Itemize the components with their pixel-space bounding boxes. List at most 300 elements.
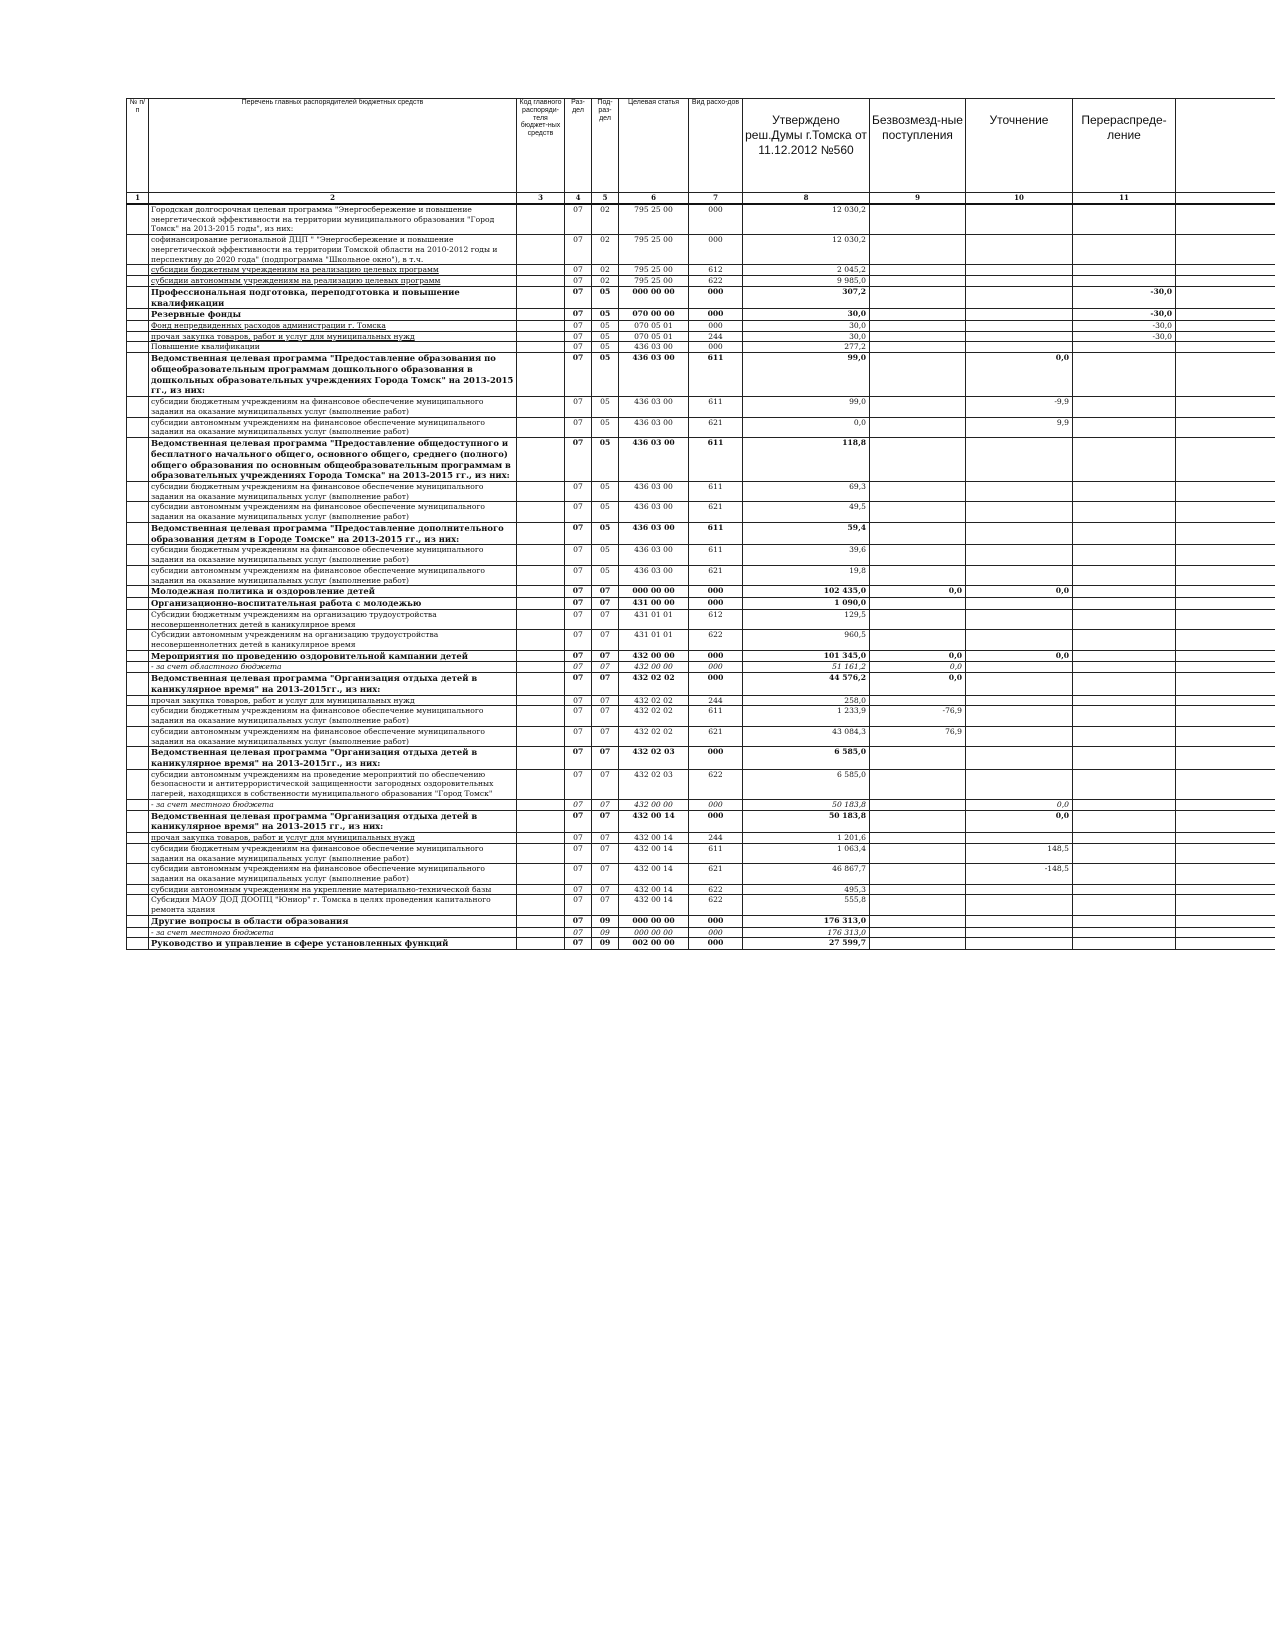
row-podrazdel: 07 — [592, 630, 619, 650]
row-utochnenie — [966, 502, 1073, 522]
row-pereraspredelenie — [1073, 833, 1176, 844]
row-extra — [1176, 915, 1275, 927]
row-bezvozmezdnye — [870, 502, 966, 522]
row-extra — [1176, 417, 1275, 437]
table-row — [127, 586, 1275, 598]
row-number — [127, 331, 149, 342]
row-utverzhdeno: 118,8 — [743, 438, 870, 482]
row-statia: 070 05 01 — [619, 331, 689, 342]
row-name: Субсидии автономным учреждениям на организацию трудоустройства несовершеннолетних детей в каникулярное время — [149, 630, 517, 650]
row-name: субсидии автономным учреждениям на финансовое обеспечение муниципального задания на оказание муниципальных услуг (выполнение работ) — [149, 565, 517, 585]
row-vid: 244 — [689, 833, 743, 844]
row-bezvozmezdnye — [870, 265, 966, 276]
table-row — [127, 598, 1275, 610]
row-name: Ведомственная целевая программа "Организация отдыха детей в каникулярное время" на 2013-2015гг., из них: — [149, 673, 517, 696]
row-kod — [517, 833, 565, 844]
row-kod — [517, 417, 565, 437]
row-extra — [1176, 747, 1275, 770]
row-number — [127, 204, 149, 235]
row-razdel: 07 — [565, 321, 592, 332]
row-razdel: 07 — [565, 235, 592, 265]
row-name: Ведомственная целевая программа "Организация отдыха детей в каникулярное время" на 2013-2015гг., из них: — [149, 747, 517, 770]
row-bezvozmezdnye — [870, 565, 966, 585]
row-statia: 436 03 00 — [619, 545, 689, 565]
row-podrazdel: 07 — [592, 673, 619, 696]
row-utochnenie — [966, 276, 1073, 287]
row-vid: 621 — [689, 417, 743, 437]
row-podrazdel: 07 — [592, 864, 619, 884]
row-extra — [1176, 321, 1275, 332]
table-row — [127, 565, 1275, 585]
row-utverzhdeno: 0,0 — [743, 417, 870, 437]
row-podrazdel: 07 — [592, 695, 619, 706]
row-extra — [1176, 726, 1275, 746]
row-razdel: 07 — [565, 397, 592, 417]
row-statia: 432 02 03 — [619, 747, 689, 770]
row-vid: 000 — [689, 342, 743, 353]
row-utverzhdeno: 6 585,0 — [743, 747, 870, 770]
row-utverzhdeno: 49,5 — [743, 502, 870, 522]
row-name: - за счет местного бюджета — [149, 927, 517, 938]
row-pereraspredelenie — [1073, 397, 1176, 417]
row-razdel: 07 — [565, 630, 592, 650]
row-pereraspredelenie — [1073, 438, 1176, 482]
row-bezvozmezdnye — [870, 747, 966, 770]
row-statia: 436 03 00 — [619, 353, 689, 397]
row-extra — [1176, 353, 1275, 397]
row-statia: 000 00 00 — [619, 915, 689, 927]
row-pereraspredelenie — [1073, 915, 1176, 927]
row-extra — [1176, 586, 1275, 598]
row-podrazdel: 05 — [592, 502, 619, 522]
row-razdel: 07 — [565, 265, 592, 276]
row-utochnenie — [966, 884, 1073, 895]
row-utverzhdeno: 960,5 — [743, 630, 870, 650]
row-razdel: 07 — [565, 706, 592, 726]
row-name: субсидии бюджетным учреждениям на реализацию целевых программ — [149, 265, 517, 276]
row-razdel: 07 — [565, 810, 592, 833]
row-utverzhdeno: 30,0 — [743, 331, 870, 342]
row-extra — [1176, 286, 1275, 309]
row-name: Руководство и управление в сфере установленных функций — [149, 938, 517, 950]
table-row — [127, 833, 1275, 844]
row-kod — [517, 884, 565, 895]
row-pereraspredelenie — [1073, 502, 1176, 522]
row-podrazdel: 07 — [592, 799, 619, 810]
table-row — [127, 895, 1275, 915]
table-row — [127, 522, 1275, 545]
row-bezvozmezdnye — [870, 833, 966, 844]
row-pereraspredelenie — [1073, 747, 1176, 770]
colnum-11: 11 — [1073, 193, 1176, 205]
row-utochnenie — [966, 565, 1073, 585]
row-vid: 244 — [689, 695, 743, 706]
row-bezvozmezdnye — [870, 938, 966, 950]
row-utochnenie: 0,0 — [966, 353, 1073, 397]
table-row — [127, 235, 1275, 265]
row-razdel: 07 — [565, 276, 592, 287]
row-name: Субсидии бюджетным учреждениям на организацию трудоустройства несовершеннолетних детей в каникулярное время — [149, 609, 517, 629]
row-statia: 070 00 00 — [619, 309, 689, 321]
row-extra — [1176, 204, 1275, 235]
row-utverzhdeno: 99,0 — [743, 397, 870, 417]
row-kod — [517, 482, 565, 502]
row-podrazdel: 05 — [592, 309, 619, 321]
row-utverzhdeno: 99,0 — [743, 353, 870, 397]
row-kod — [517, 265, 565, 276]
row-number — [127, 522, 149, 545]
row-bezvozmezdnye — [870, 331, 966, 342]
row-vid: 622 — [689, 276, 743, 287]
row-name: субсидии бюджетным учреждениям на финансовое обеспечение муниципального задания на оказание муниципальных услуг (выполнение работ) — [149, 482, 517, 502]
colnum-6: 6 — [619, 193, 689, 205]
row-bezvozmezdnye — [870, 799, 966, 810]
row-vid: 622 — [689, 895, 743, 915]
row-bezvozmezdnye — [870, 927, 966, 938]
row-razdel: 07 — [565, 833, 592, 844]
row-vid: 244 — [689, 331, 743, 342]
row-razdel: 07 — [565, 662, 592, 673]
row-number — [127, 438, 149, 482]
row-podrazdel: 09 — [592, 927, 619, 938]
row-podrazdel: 05 — [592, 565, 619, 585]
row-kod — [517, 843, 565, 863]
row-number — [127, 545, 149, 565]
row-vid: 000 — [689, 799, 743, 810]
row-statia: 436 03 00 — [619, 397, 689, 417]
row-podrazdel: 05 — [592, 397, 619, 417]
row-statia: 795 25 00 — [619, 204, 689, 235]
table-row — [127, 726, 1275, 746]
row-razdel: 07 — [565, 204, 592, 235]
row-razdel: 07 — [565, 747, 592, 770]
row-podrazdel: 05 — [592, 522, 619, 545]
row-extra — [1176, 331, 1275, 342]
row-number — [127, 864, 149, 884]
row-vid: 622 — [689, 769, 743, 799]
row-number — [127, 309, 149, 321]
row-pereraspredelenie — [1073, 482, 1176, 502]
row-utochnenie — [966, 630, 1073, 650]
row-pereraspredelenie — [1073, 342, 1176, 353]
row-extra — [1176, 927, 1275, 938]
row-pereraspredelenie — [1073, 695, 1176, 706]
row-vid: 000 — [689, 915, 743, 927]
header-utochnenie: Уточнение — [966, 99, 1073, 193]
row-name: Организационно-воспитательная работа с молодежью — [149, 598, 517, 610]
row-podrazdel: 07 — [592, 662, 619, 673]
colnum-5: 5 — [592, 193, 619, 205]
row-kod — [517, 502, 565, 522]
row-extra — [1176, 630, 1275, 650]
row-bezvozmezdnye — [870, 545, 966, 565]
row-extra — [1176, 650, 1275, 662]
row-vid: 621 — [689, 502, 743, 522]
row-statia: 432 02 02 — [619, 673, 689, 696]
row-utochnenie — [966, 927, 1073, 938]
row-vid: 000 — [689, 938, 743, 950]
row-pereraspredelenie — [1073, 235, 1176, 265]
row-kod — [517, 286, 565, 309]
row-name: субсидии автономным учреждениям на финансовое обеспечение муниципального задания на оказание муниципальных услуг (выполнение работ) — [149, 864, 517, 884]
table-row — [127, 695, 1275, 706]
row-extra — [1176, 938, 1275, 950]
table-row — [127, 286, 1275, 309]
row-extra — [1176, 662, 1275, 673]
row-bezvozmezdnye — [870, 417, 966, 437]
row-podrazdel: 07 — [592, 884, 619, 895]
row-pereraspredelenie — [1073, 706, 1176, 726]
row-number — [127, 927, 149, 938]
row-number — [127, 397, 149, 417]
table-row — [127, 799, 1275, 810]
row-kod — [517, 565, 565, 585]
row-vid: 000 — [689, 598, 743, 610]
row-kod — [517, 915, 565, 927]
row-number — [127, 915, 149, 927]
row-number — [127, 586, 149, 598]
row-utochnenie — [966, 438, 1073, 482]
row-podrazdel: 05 — [592, 321, 619, 332]
row-vid: 611 — [689, 438, 743, 482]
row-podrazdel: 02 — [592, 265, 619, 276]
colnum-4: 4 — [565, 193, 592, 205]
row-kod — [517, 309, 565, 321]
row-kod — [517, 609, 565, 629]
row-bezvozmezdnye — [870, 286, 966, 309]
row-pereraspredelenie — [1073, 265, 1176, 276]
row-utverzhdeno: 12 030,2 — [743, 235, 870, 265]
row-name: Резервные фонды — [149, 309, 517, 321]
row-vid: 000 — [689, 321, 743, 332]
row-utverzhdeno: 30,0 — [743, 309, 870, 321]
row-utverzhdeno: 176 313,0 — [743, 927, 870, 938]
row-pereraspredelenie: -30,0 — [1073, 321, 1176, 332]
table-row — [127, 927, 1275, 938]
row-kod — [517, 864, 565, 884]
row-bezvozmezdnye — [870, 353, 966, 397]
row-vid: 611 — [689, 706, 743, 726]
row-utochnenie — [966, 673, 1073, 696]
row-name: Молодежная политика и оздоровление детей — [149, 586, 517, 598]
row-number — [127, 938, 149, 950]
table-row — [127, 545, 1275, 565]
row-number — [127, 265, 149, 276]
row-statia: 432 00 14 — [619, 810, 689, 833]
row-kod — [517, 895, 565, 915]
header-list: Перечень главных распорядителей бюджетных средств — [149, 99, 517, 193]
row-extra — [1176, 502, 1275, 522]
row-statia: 432 00 14 — [619, 864, 689, 884]
row-vid: 000 — [689, 204, 743, 235]
row-bezvozmezdnye: -76,9 — [870, 706, 966, 726]
row-utverzhdeno: 27 599,7 — [743, 938, 870, 950]
row-pereraspredelenie — [1073, 522, 1176, 545]
row-utochnenie — [966, 321, 1073, 332]
row-kod — [517, 522, 565, 545]
row-extra — [1176, 673, 1275, 696]
row-pereraspredelenie — [1073, 565, 1176, 585]
row-vid: 611 — [689, 843, 743, 863]
row-number — [127, 276, 149, 287]
row-statia: 436 03 00 — [619, 565, 689, 585]
row-pereraspredelenie — [1073, 545, 1176, 565]
row-utverzhdeno: 2 045,2 — [743, 265, 870, 276]
row-bezvozmezdnye: 0,0 — [870, 662, 966, 673]
row-vid: 621 — [689, 726, 743, 746]
row-pereraspredelenie: -30,0 — [1073, 309, 1176, 321]
table-row — [127, 706, 1275, 726]
row-name: - за счет областного бюджета — [149, 662, 517, 673]
row-kod — [517, 331, 565, 342]
row-utochnenie — [966, 895, 1073, 915]
row-name: субсидии автономным учреждениям на финансовое обеспечение муниципального задания на оказание муниципальных услуг (выполнение работ) — [149, 502, 517, 522]
row-statia: 432 00 00 — [619, 650, 689, 662]
row-kod — [517, 438, 565, 482]
row-number — [127, 342, 149, 353]
table-row — [127, 864, 1275, 884]
row-kod — [517, 321, 565, 332]
colnum-10: 10 — [966, 193, 1073, 205]
row-pereraspredelenie — [1073, 650, 1176, 662]
row-extra — [1176, 309, 1275, 321]
row-utochnenie: 148,5 — [966, 843, 1073, 863]
row-extra — [1176, 438, 1275, 482]
row-podrazdel: 05 — [592, 331, 619, 342]
row-utochnenie — [966, 482, 1073, 502]
row-kod — [517, 927, 565, 938]
row-kod — [517, 726, 565, 746]
row-name: Повышение квалификации — [149, 342, 517, 353]
row-number — [127, 843, 149, 863]
row-utochnenie — [966, 706, 1073, 726]
row-razdel: 07 — [565, 650, 592, 662]
table-body — [127, 204, 1275, 950]
row-extra — [1176, 864, 1275, 884]
header-row — [127, 99, 1275, 193]
row-vid: 611 — [689, 397, 743, 417]
row-bezvozmezdnye — [870, 769, 966, 799]
table-row — [127, 938, 1275, 950]
row-utverzhdeno: 50 183,8 — [743, 810, 870, 833]
row-number — [127, 286, 149, 309]
row-podrazdel: 05 — [592, 545, 619, 565]
row-statia: 432 02 02 — [619, 706, 689, 726]
row-utverzhdeno: 495,3 — [743, 884, 870, 895]
row-extra — [1176, 843, 1275, 863]
row-vid: 622 — [689, 630, 743, 650]
row-utverzhdeno: 44 576,2 — [743, 673, 870, 696]
row-utverzhdeno: 51 161,2 — [743, 662, 870, 673]
row-name: субсидии автономным учреждениям на проведение мероприятий по обеспечению безопасности и антитеррористической защищенности загородных оздоровительных лагерей, находящихся в собственности муниципального образования "Город Томск" — [149, 769, 517, 799]
row-vid: 000 — [689, 586, 743, 598]
row-number — [127, 662, 149, 673]
table-row — [127, 276, 1275, 287]
colnum-3: 3 — [517, 193, 565, 205]
row-utverzhdeno: 19,8 — [743, 565, 870, 585]
row-number — [127, 673, 149, 696]
row-pereraspredelenie — [1073, 799, 1176, 810]
row-extra — [1176, 276, 1275, 287]
table-row — [127, 747, 1275, 770]
row-statia: 070 05 01 — [619, 321, 689, 332]
row-pereraspredelenie — [1073, 662, 1176, 673]
row-utverzhdeno: 30,0 — [743, 321, 870, 332]
row-pereraspredelenie — [1073, 895, 1176, 915]
row-bezvozmezdnye — [870, 695, 966, 706]
row-kod — [517, 342, 565, 353]
row-extra — [1176, 833, 1275, 844]
row-podrazdel: 07 — [592, 895, 619, 915]
row-extra — [1176, 884, 1275, 895]
row-bezvozmezdnye — [870, 438, 966, 482]
row-utverzhdeno: 46 867,7 — [743, 864, 870, 884]
row-pereraspredelenie — [1073, 938, 1176, 950]
row-utverzhdeno: 555,8 — [743, 895, 870, 915]
row-pereraspredelenie — [1073, 417, 1176, 437]
row-statia: 436 03 00 — [619, 342, 689, 353]
row-podrazdel: 07 — [592, 747, 619, 770]
row-vid: 612 — [689, 265, 743, 276]
row-podrazdel: 05 — [592, 438, 619, 482]
row-statia: 431 01 01 — [619, 630, 689, 650]
row-kod — [517, 397, 565, 417]
row-kod — [517, 799, 565, 810]
row-name: Мероприятия по проведению оздоровительной кампании детей — [149, 650, 517, 662]
row-podrazdel: 05 — [592, 353, 619, 397]
row-razdel: 07 — [565, 799, 592, 810]
table-row — [127, 417, 1275, 437]
row-number — [127, 502, 149, 522]
row-bezvozmezdnye — [870, 342, 966, 353]
table-row — [127, 321, 1275, 332]
row-name: субсидии автономным учреждениям на укрепление материально-технической базы — [149, 884, 517, 895]
row-kod — [517, 204, 565, 235]
row-kod — [517, 662, 565, 673]
row-extra — [1176, 598, 1275, 610]
row-podrazdel: 07 — [592, 586, 619, 598]
row-name: субсидии бюджетным учреждениям на финансовое обеспечение муниципального задания на оказание муниципальных услуг (выполнение работ) — [149, 843, 517, 863]
row-vid: 000 — [689, 235, 743, 265]
row-utochnenie: -148,5 — [966, 864, 1073, 884]
row-utverzhdeno: 1 063,4 — [743, 843, 870, 863]
row-name: прочая закупка товаров, работ и услуг для муниципальных нужд — [149, 695, 517, 706]
row-number — [127, 417, 149, 437]
budget-table-sheet — [126, 98, 1275, 950]
table-row — [127, 438, 1275, 482]
row-podrazdel: 09 — [592, 915, 619, 927]
row-kod — [517, 695, 565, 706]
table-row — [127, 884, 1275, 895]
row-razdel: 07 — [565, 895, 592, 915]
row-name: Другие вопросы в области образования — [149, 915, 517, 927]
row-vid: 000 — [689, 286, 743, 309]
row-name: субсидии бюджетным учреждениям на финансовое обеспечение муниципального задания на оказание муниципальных услуг (выполнение работ) — [149, 706, 517, 726]
row-statia: 432 02 02 — [619, 695, 689, 706]
row-extra — [1176, 799, 1275, 810]
table-row — [127, 342, 1275, 353]
header-extra — [1176, 99, 1275, 193]
table-row — [127, 662, 1275, 673]
row-bezvozmezdnye — [870, 864, 966, 884]
row-pereraspredelenie — [1073, 884, 1176, 895]
row-utverzhdeno: 129,5 — [743, 609, 870, 629]
header-podrazdel: Под-раз-дел — [592, 99, 619, 193]
budget-table — [126, 98, 1275, 950]
row-vid: 611 — [689, 353, 743, 397]
row-name: прочая закупка товаров, работ и услуг для муниципальных нужд — [149, 331, 517, 342]
row-razdel: 07 — [565, 598, 592, 610]
